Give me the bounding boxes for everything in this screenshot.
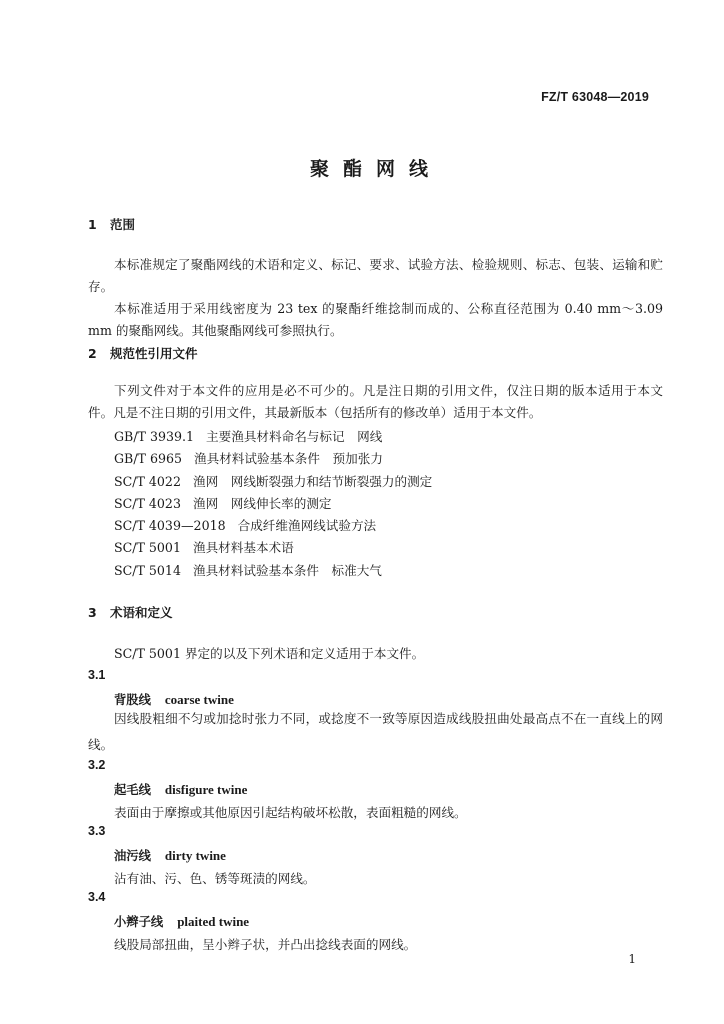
document-title: 聚酯网线 <box>309 158 442 180</box>
reference-code: GB/T 6965 <box>114 451 183 467</box>
term-number: 3.4 <box>88 890 106 904</box>
reference-code: SC/T 4039—2018 <box>114 518 226 534</box>
section-title: 术语和定义 <box>110 605 173 620</box>
scope-paragraph: 本标准规定了聚酯网线的术语和定义、标记、要求、试验方法、检验规则、标志、包装、运输和贮存。 <box>88 257 663 294</box>
term-name <box>114 912 249 930</box>
term-name-zh: 油污线 <box>114 849 151 863</box>
term-name-en: coarse twine <box>164 692 234 707</box>
terms-intro: SC/T 5001 界定的以及下列术语和定义适用于本文件。 <box>114 646 425 661</box>
term-definition: 线股局部扭曲，呈小辫子状，并凸出捻线表面的网线。 <box>114 937 417 952</box>
reference-title: 渔具材料基本术语 <box>192 540 294 556</box>
term-number: 3.2 <box>88 758 106 772</box>
page-number: 1 <box>628 952 636 966</box>
reference-title: 渔网 网线伸长率的测定 <box>192 495 332 511</box>
term-name-en: plaited twine <box>177 914 250 929</box>
section-heading-normative <box>88 344 198 362</box>
reference-code: GB/T 3939.1 <box>114 429 195 444</box>
term-definition: 沾有油、污、色、锈等斑渍的网线。 <box>114 871 316 886</box>
section-heading-terms <box>88 603 173 621</box>
reference-title: 渔具材料试验基本条件 预加张力 <box>194 451 383 467</box>
term-name-en: disfigure twine <box>164 782 248 797</box>
normative-intro <box>88 380 663 424</box>
reference-code: SC/T 5001 <box>114 540 181 556</box>
section-title: 范围 <box>110 217 136 232</box>
term-name-zh: 小辫子线 <box>114 915 164 929</box>
term-name <box>114 846 226 864</box>
reference-title: 渔具材料试验基本条件 标准大气 <box>192 562 382 578</box>
scope-body <box>88 254 663 342</box>
reference-item <box>114 515 432 537</box>
reference-item <box>114 471 432 493</box>
reference-item <box>114 426 432 448</box>
reference-code: SC/T 5014 <box>114 562 181 578</box>
reference-title: 主要渔具材料命名与标记 网线 <box>206 429 383 444</box>
term-name-zh: 背股线 <box>114 693 151 707</box>
term-name-zh: 起毛线 <box>114 783 151 797</box>
term-number: 3.3 <box>88 824 106 838</box>
reference-item <box>114 493 432 515</box>
reference-item <box>114 448 432 470</box>
reference-title: 合成纤维渔网线试验方法 <box>237 518 377 534</box>
reference-title: 渔网 网线断裂强力和结节断裂强力的测定 <box>192 473 433 489</box>
section-number: 1 <box>88 217 97 232</box>
reference-code: SC/T 4022 <box>114 473 181 489</box>
term-number: 3.1 <box>88 668 106 682</box>
standard-code: FZ/T 63048—2019 <box>541 90 649 104</box>
section-title: 规范性引用文件 <box>110 346 198 361</box>
section-number: 2 <box>88 346 97 361</box>
reference-list <box>114 426 432 582</box>
scope-paragraph: 本标准适用于采用线密度为 23 tex 的聚酯纤维捻制而成的、公称直径范围为 0.40 mm～3.09 mm 的聚酯网线。其他聚酯网线可参照执行。 <box>88 301 663 338</box>
reference-item <box>114 560 432 582</box>
term-definition: 因线股粗细不匀或加捻时张力不同，或捻度不一致等原因造成线股扭曲处最高点不在一直线上的网线。 <box>88 711 663 752</box>
normative-paragraph: 下列文件对于本文件的应用是必不可少的。凡是注日期的引用文件，仅注日期的版本适用于本文件。凡是不注日期的引用文件，其最新版本（包括所有的修改单）适用于本文件。 <box>88 383 663 420</box>
reference-code: SC/T 4023 <box>114 495 181 511</box>
reference-item <box>114 537 432 559</box>
term-definition: 表面由于摩擦或其他原因引起结构破坏松散，表面粗糙的网线。 <box>114 805 467 820</box>
section-number: 3 <box>88 605 97 620</box>
term-name <box>114 780 247 798</box>
section-heading-scope <box>88 215 135 233</box>
term-name-en: dirty twine <box>164 848 226 863</box>
